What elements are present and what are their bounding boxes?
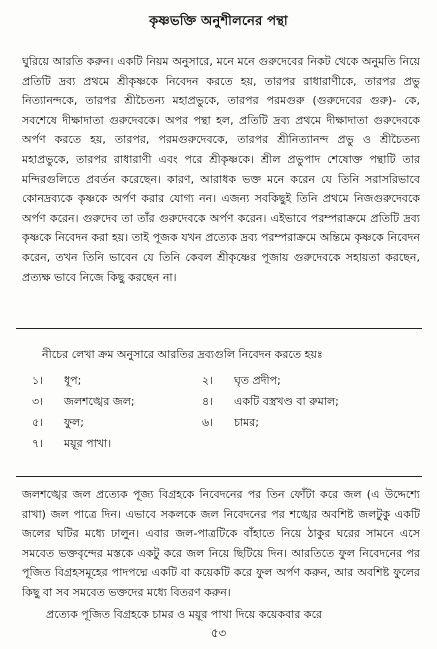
list-item-text: একটি বস্ত্রখণ্ড বা রুমাল;	[234, 395, 339, 408]
list-item	[32, 393, 135, 412]
page-header-title: কৃষ্ণভক্তি অনুশীলনের পন্থা	[149, 14, 288, 29]
list-item-number: ২।	[202, 374, 214, 387]
list-item-text: জলশঙ্খের জল;	[64, 395, 135, 408]
list-item-number: ৫।	[32, 416, 44, 429]
list-item	[202, 414, 259, 433]
list-item	[202, 393, 339, 412]
list-item-number: ৩।	[32, 395, 44, 408]
list-item	[32, 414, 84, 433]
list-item-text: ময়ূর পাখা।	[64, 437, 112, 450]
page-number: ৫৩	[210, 626, 227, 640]
list-item-text: ঘৃত প্রদীপ;	[234, 374, 281, 387]
list-intro: নীচের লেখা ক্রম অনুসারে আরতির দ্রব্যগুলি নিবেদন করতে হয়ঃ	[42, 348, 323, 361]
list-item-text: ফুল;	[64, 416, 84, 429]
list-item-text: চামর;	[234, 416, 259, 429]
list-item-number: ৬।	[202, 416, 214, 429]
body-paragraph-2: জলশঙ্খের জল প্রত্যেক পূজ্য বিগ্রহকে নিবেদনের পর তিন ফোঁটা করে জল (এ উদ্দেশ্যে রাখা) জল পাত্রে দিন। এভাবে সকলকে জল নিবেদনের পর শঙ্খের অবশিষ্ট জলটুকু একটি জলের ঘটির মধ্যে ঢালুন। এবার জল-পাত্রটিকে বাঁহাতে নিয়ে ঠাকুর ঘরের সামনে এসে সমবেত ভক্তবৃন্দের মস্তকে একটু করে জল নিয়ে ছিটিয়ে দিন। আরতিতে ফুল নিবেদনের পর পূজিত বিগ্রহসমূহের পাদপদ্মে একটি বা কয়েকটি করে ফুল অর্পণ করুন, আর অবশিষ্ট ফুলের কিছু বা সব সমবেত ভক্তদের মধ্যে বিতরণ করুন।	[22, 488, 420, 599]
list-item-number: ১।	[32, 374, 44, 387]
list-item-text: ধূপ;	[64, 374, 82, 387]
list-item	[202, 372, 281, 391]
body-paragraph-1: ঘুরিয়ে আরতি করুন। একটি নিয়ম অনুসারে, মনে মনে গুরুদেবের নিকট থেকে অনুমতি নিয়ে প্রতিটি দ্রব্য প্রথমে শ্রীকৃষ্ণকে নিবেদন করতে হয়, তারপর রাধারাণীকে, তারপর প্রভু নিত্যানন্দকে, তারপর শ্রীচৈতন্য মহাপ্রভুকে, তারপর পরমগুরু (গুরুদেবের গুরু)- কে, সবশেষে দীক্ষাদাতা গুরুদেবকে। অপর পন্থা হল, প্রতিটি দ্রব্য প্রথমে দীক্ষাদাতা গুরুদেবকে অর্পণ করতে হয়, তারপর, পরমগুরুদেবকে, তারপর শ্রীনিত্যানন্দ প্রভু ও শ্রীচৈতন্য মহাপ্রভুকে, তারপর রাধারাণী এবং পরে শ্রীকৃষ্ণকে। শ্রীল প্রভুপাদ শেষোক্ত পন্থাটি তার মন্দিরগুলিতে প্রবর্তন করেছেন। কারণ, আরাধক ভক্ত মনে করেন যে তিনি সরাসরিভাবে কোনদ্রব্যকে কৃষ্ণকে অর্পণ করার যোগ্য নন। এজন্য সবকিছুই তিনি প্রথমে নিজগুরুদেবকে অর্পণ করেন। গুরুদেব তা তাঁর গুরুদেবকে অর্পণ করেন। এইভাবে পরম্পরাক্রমে প্রতিটি দ্রব্য কৃষ্ণকে নিবেদন করা হয়। তাই পূজক যখন প্রত্যেক দ্রব্য পরম্পরাক্রমে অন্তিমে কৃষ্ণকে নিবেদন করেন, তখন তিনি ভাবেন যে তিনি কেবল শ্রীকৃষ্ণের পূজায় গুরুদেবকে সহায়তা করছেন, প্রত্যক্ষ ভাবে নিজে কিছু করছেন না।	[22, 55, 420, 284]
divider-line	[16, 476, 422, 477]
list-item	[32, 372, 81, 391]
divider-line	[16, 328, 422, 329]
list-item-number: ৪।	[202, 395, 214, 408]
list-item	[32, 435, 111, 454]
list-item-number: ৭।	[32, 437, 44, 450]
continuation-line: প্রত্যেক পূজিত বিগ্রহকে চামর ও ময়ূর পাখা দিয়ে কয়েকবার করে	[46, 608, 323, 621]
